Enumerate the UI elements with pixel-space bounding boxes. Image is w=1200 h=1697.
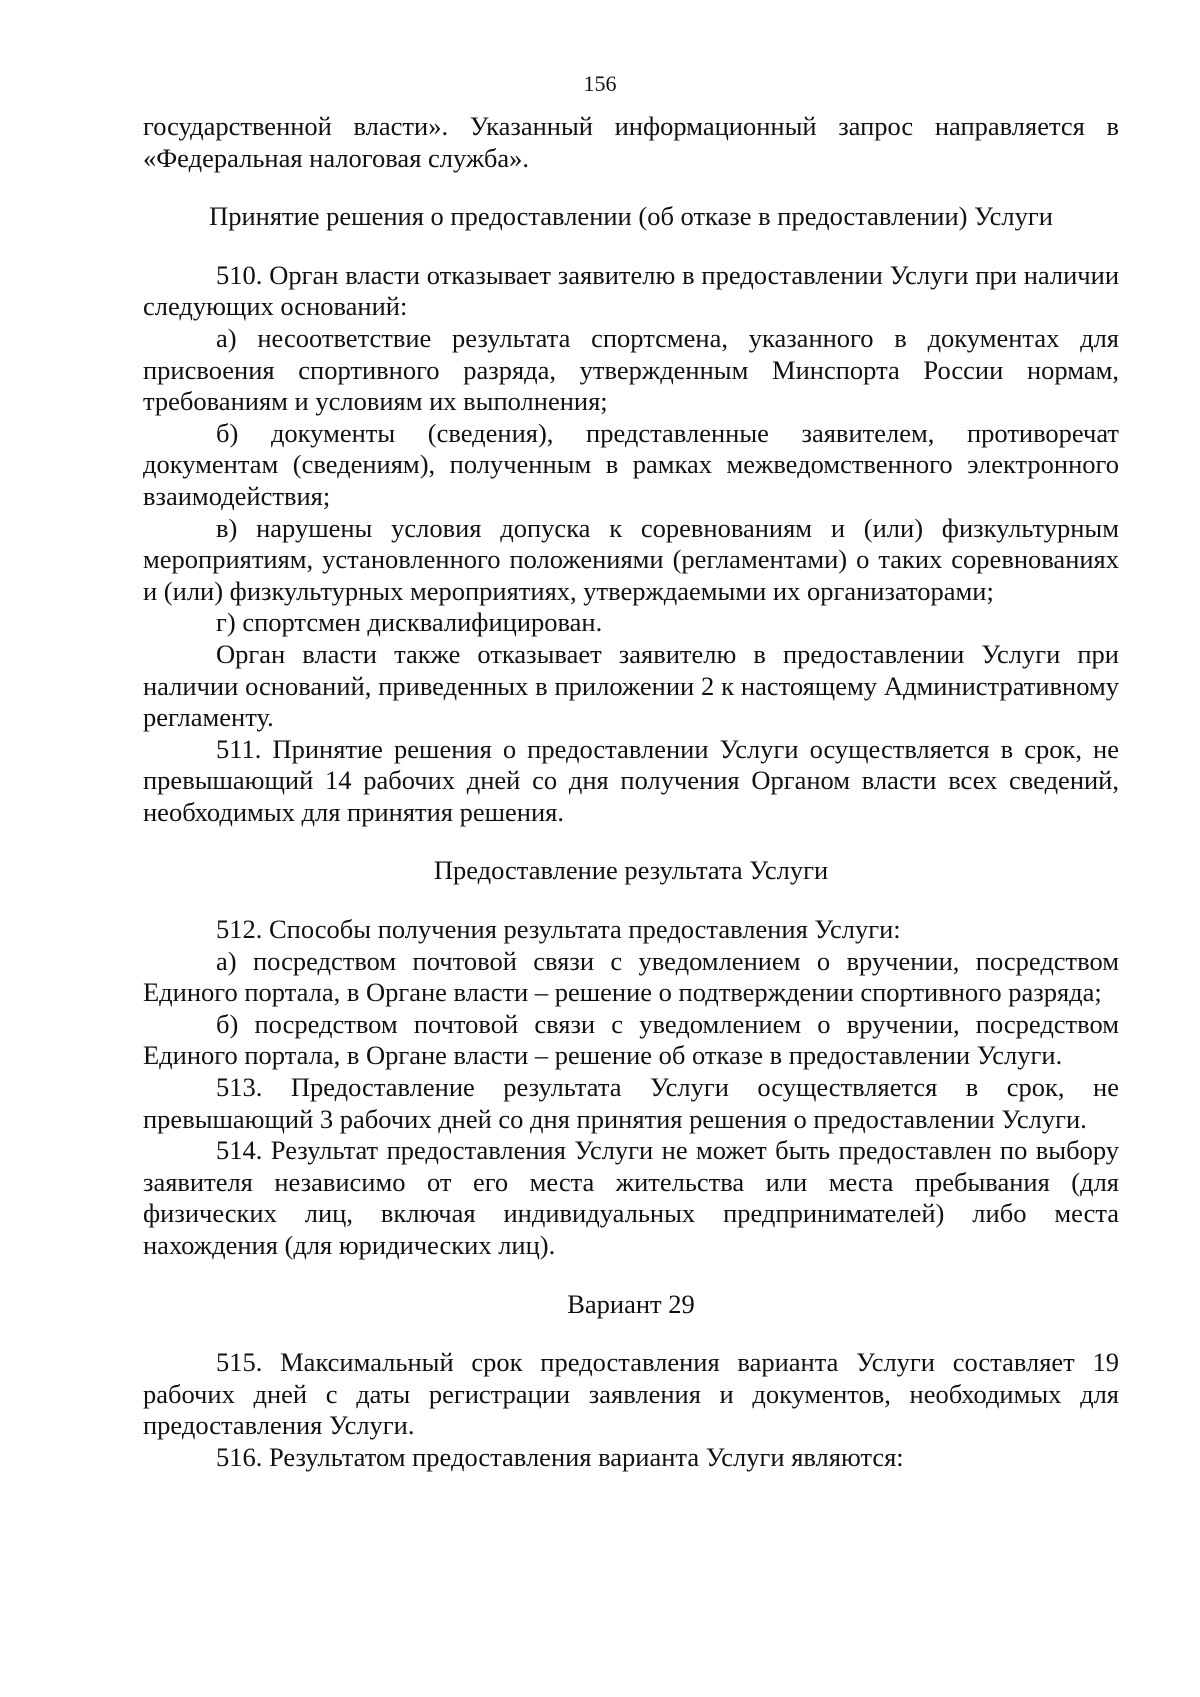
paragraph-510: 510. Орган власти отказывает заявителю в предоставлении Услуги при наличии следующих оснований: bbox=[143, 259, 1119, 322]
paragraph-510-extra: Орган власти также отказывает заявителю в предоставлении Услуги при наличии оснований, приведенных в приложении 2 к настоящему Административному регламенту. bbox=[143, 638, 1119, 733]
paragraph-512: 512. Способы получения результата предоставления Услуги: bbox=[216, 914, 901, 945]
list-item-512-b: б) посредством почтовой связи с уведомлением о вручении, посредством Единого портала, в Органе власти – решение об отказе в предоставлении Услуги. bbox=[143, 1008, 1119, 1071]
section-heading-variant-29: Вариант 29 bbox=[567, 1288, 695, 1319]
list-item-510-a: а) несоответствие результата спортсмена, указанного в документах для присвоения спортивного разряда, утвержденным Минспорта России нормам, требованиям и условиям их выполнения; bbox=[143, 322, 1119, 417]
document-body bbox=[143, 111, 1119, 1474]
paragraph-515: 515. Максимальный срок предоставления варианта Услуги составляет 19 рабочих дней с даты регистрации заявления и документов, необходимых для предоставления Услуги. bbox=[143, 1347, 1119, 1441]
list-item-510-b: б) документы (сведения), представленные заявителем, противоречат документам (сведениям), полученным в рамках межведомственного электронного взаимодействия; bbox=[143, 417, 1119, 511]
list-item-510-g: г) спортсмен дисквалифицирован. bbox=[216, 607, 603, 638]
paragraph-516: 516. Результатом предоставления варианта Услуги являются: bbox=[216, 1441, 904, 1472]
paragraph-continuation: государственной власти». Указанный информационный запрос направляется в «Федеральная налоговая служба». bbox=[143, 111, 1119, 173]
page-number: 156 bbox=[583, 71, 617, 96]
paragraph-513: 513. Предоставление результата Услуги осуществляется в срок, не превышающий 3 рабочих дней со дня принятия решения о предоставлении Услуги. bbox=[143, 1072, 1119, 1134]
list-item-512-a: а) посредством почтовой связи с уведомлением о вручении, посредством Единого портала, в Органе власти – решение о подтверждении спортивного разряда; bbox=[143, 945, 1119, 1008]
paragraph-514: 514. Результат предоставления Услуги не может быть предоставлен по выбору заявителя независимо от его места жительства или места пребывания (для физических лиц, включая индивидуальных предпринимателей) либо места нахождения (для юридических лиц). bbox=[143, 1135, 1119, 1260]
section-heading-decision: Принятие решения о предоставлении (об отказе в предоставлении) Услуги bbox=[209, 201, 1053, 232]
paragraph-511: 511. Принятие решения о предоставлении Услуги осуществляется в срок, не превышающий 14 рабочих дней со дня получения Органом власти всех сведений, необходимых для принятия решения. bbox=[143, 733, 1119, 827]
section-heading-result: Предоставление результата Услуги bbox=[433, 855, 829, 886]
list-item-510-v: в) нарушены условия допуска к соревнованиям и (или) физкультурным мероприятиям, установленного положениями (регламентами) о таких соревнованиях и (или) физкультурных мероприятиях, утверждаемыми их организаторами; bbox=[143, 512, 1119, 606]
